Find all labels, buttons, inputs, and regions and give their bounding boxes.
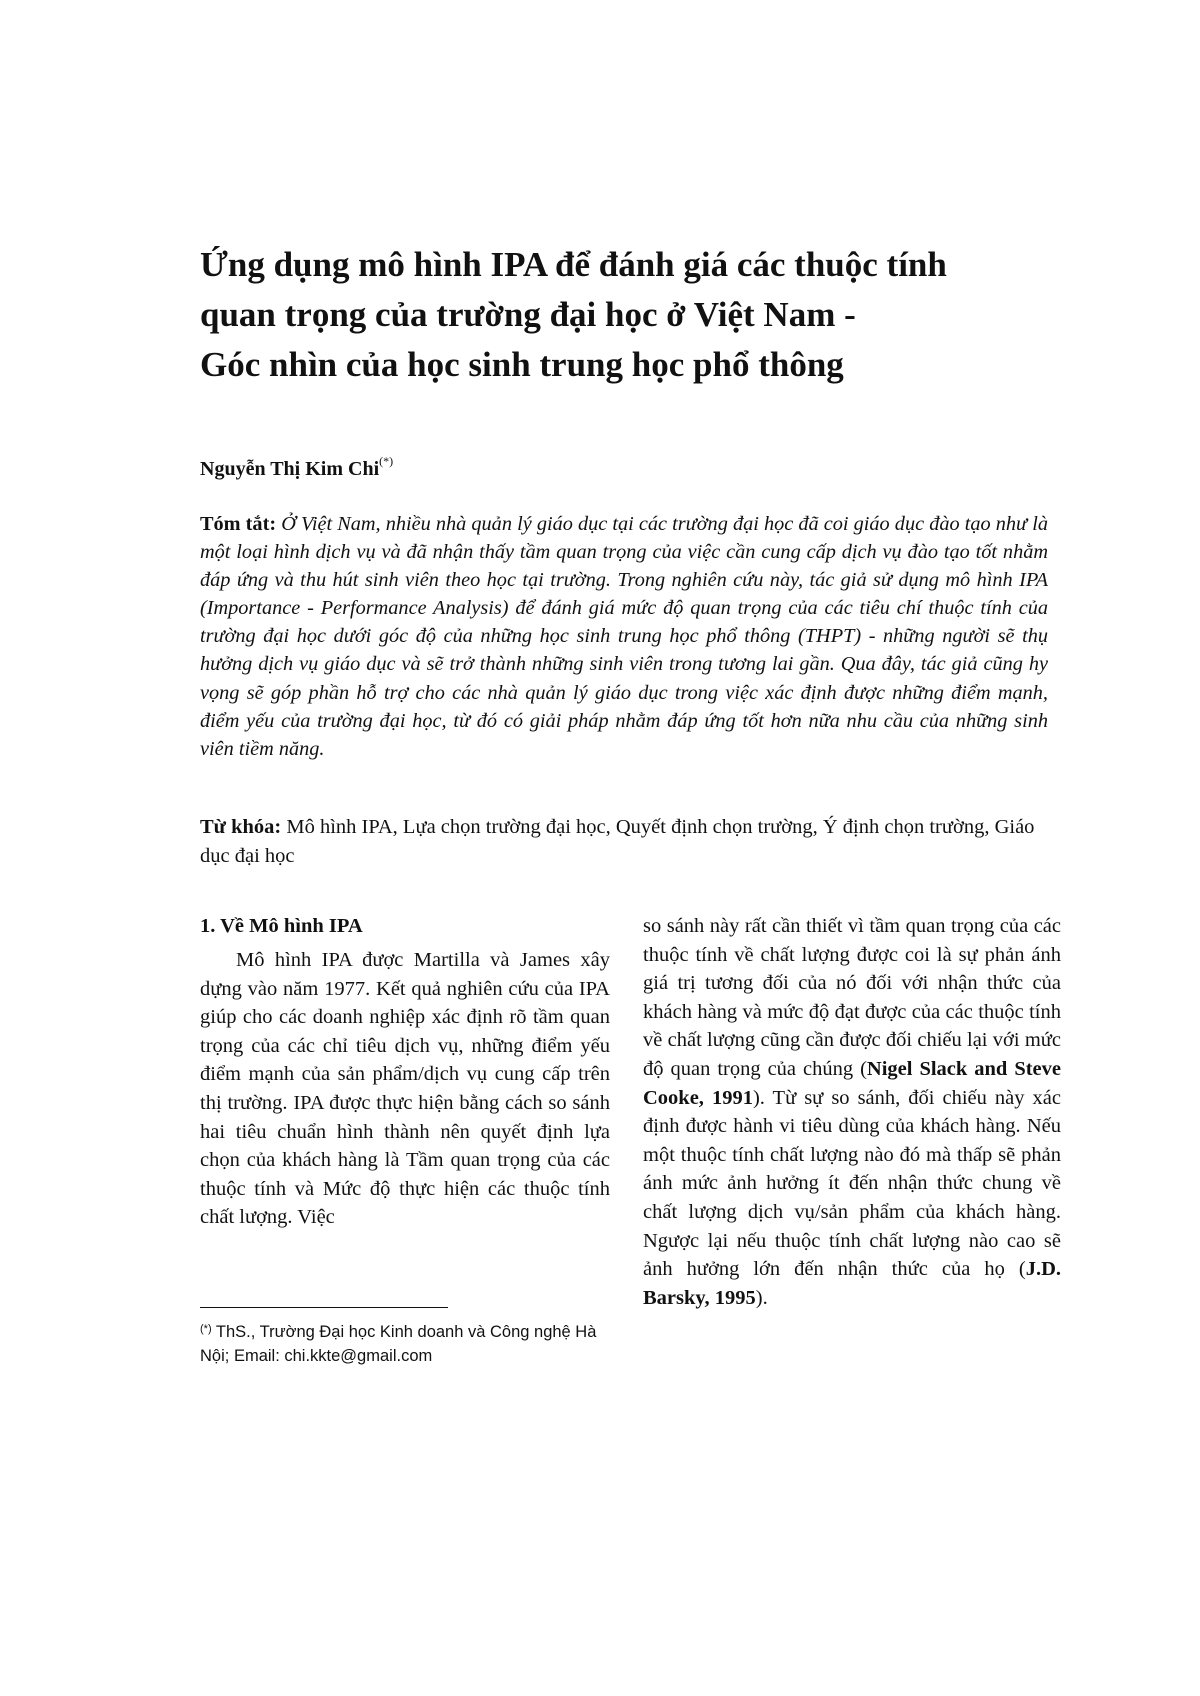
section-paragraph-left: Mô hình IPA được Martilla và James xây dựng vào năm 1977. Kết quả nghiên cứu của IPA giúp cho các doanh nghiệp xác định rõ tầm quan trọng của các chỉ tiêu dịch vụ, những điểm yếu điểm mạnh của sản phẩm/dịch vụ cung cấp trên thị trường. IPA được thực hiện bằng cách so sánh hai tiêu chuẩn hình thành nên quyết định lựa chọn của khách hàng là Tầm quan trọng của các thuộc tính và Mức độ thực hiện các thuộc tính chất lượng. Việc [200, 949, 610, 1229]
right-text-part-3: ). [755, 1286, 768, 1309]
footnote [200, 1320, 620, 1368]
right-text-part-1: so sánh này rất cần thiết vì tầm quan trọng của các thuộc tính về chất lượng được coi là sự phản ánh giá trị tương đối của nó đối với nhận thức của khách hàng và mức độ đạt được của các thuộc tính về chất lượng cũng cần được đối chiếu lại với mức độ quan trọng của chúng ( [643, 915, 1061, 1080]
abstract-label: Tóm tắt: [200, 513, 277, 535]
right-column [643, 912, 1061, 1312]
footnote-divider [200, 1307, 448, 1308]
abstract [200, 510, 1048, 763]
right-text-part-2: ). Từ sự so sánh, đối chiếu này xác định được hành vi tiêu dùng của khách hàng. Nếu một thuộc tính chất lượng nào đó mà thấp sẽ phản ánh mức ảnh hưởng ít đến nhận thức chung về chất lượng dịch vụ/sản phẩm của khách hàng. Ngược lại nếu thuộc tính chất lượng nào cao sẽ ảnh hưởng lớn đến nhận thức của họ ( [643, 1086, 1061, 1281]
author-footnote-marker: (*) [379, 454, 394, 468]
keywords-label: Từ khóa: [200, 816, 282, 838]
abstract-text: Ở Việt Nam, nhiều nhà quản lý giáo dục tại các trường đại học đã coi giáo dục đào tạo như là một loại hình dịch vụ và đã nhận thấy tầm quan trọng của việc cần cung cấp dịch vụ đào tạo tốt nhằm đáp ứng và thu hút sinh viên theo học tại trường. Trong nghiên cứu này, tác giả sử dụng mô hình IPA (Importance - Performance Analysis) để đánh giá mức độ quan trọng của các tiêu chí thuộc tính của trường đại học dưới góc độ của những học sinh trung học phổ thông (THPT) - những người sẽ thụ hưởng dịch vụ giáo dục và sẽ trở thành những sinh viên trong tương lai gần. Qua đây, tác giả cũng hy vọng sẽ góp phần hỗ trợ cho các nhà quản lý giáo dục trong việc xác định được những điểm mạnh, điểm yếu của trường đại học, từ đó có giải pháp nhằm đáp ứng tốt hơn nữa nhu cầu của những sinh viên tiềm năng. [200, 513, 1048, 760]
citation-barsky: J.D. Barsky, 1995 [643, 1258, 1061, 1309]
footnote-text: ThS., Trường Đại học Kinh doanh và Công nghệ Hà Nội; [200, 1323, 597, 1365]
footnote-email: chi.kkte@gmail.com [279, 1347, 433, 1365]
left-column [200, 912, 610, 1232]
section-paragraph-right [643, 912, 1061, 1312]
author-name: Nguyễn Thị Kim Chi [200, 458, 380, 480]
title-line-3: Góc nhìn của học sinh trung học phổ thông [200, 345, 844, 384]
title-line-1: Ứng dụng mô hình IPA để đánh giá các thuộc tính [200, 245, 947, 284]
footnote-email-label: Email: [233, 1347, 280, 1365]
footnote-marker: (*) [200, 1323, 212, 1335]
author-line [200, 454, 394, 481]
keywords-text: Mô hình IPA, Lựa chọn trường đại học, Quyết định chọn trường, Ý định chọn trường, Giáo dục đại học [200, 816, 1035, 867]
section-heading: 1. Về Mô hình IPA [200, 915, 363, 937]
citation-slack-cooke: Nigel Slack and Steve Cooke, 1991 [643, 1057, 1061, 1109]
keywords [200, 813, 1048, 870]
title-line-2: quan trọng của trường đại học ở Việt Nam - [200, 295, 856, 334]
paper-title [200, 240, 1060, 390]
